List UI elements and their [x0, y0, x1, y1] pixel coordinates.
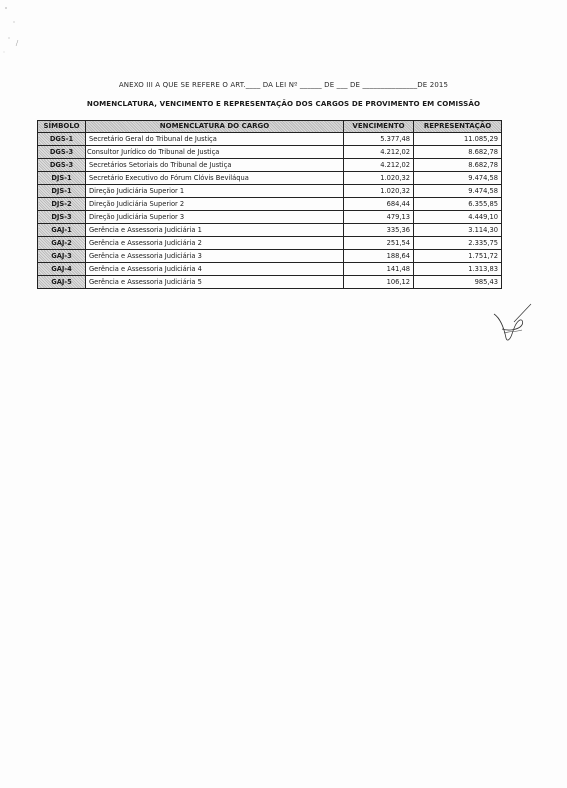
table-row	[38, 133, 502, 146]
cell-representacao: 9.474,58	[414, 172, 502, 185]
cell-simbolo: GAJ-3	[38, 250, 86, 263]
cell-simbolo: GAJ-5	[38, 276, 86, 289]
column-header-nomenclatura: NOMENCLATURA DO CARGO	[86, 121, 344, 133]
column-header-simbolo: SÍMBOLO	[38, 121, 86, 133]
cell-vencimento: 188,64	[344, 250, 414, 263]
cell-nomenclatura: Secretário Executivo do Fórum Clóvis Beviláqua	[86, 172, 344, 185]
table-row	[38, 198, 502, 211]
handwritten-signature-icon	[490, 300, 535, 345]
cell-representacao: 4.449,10	[414, 211, 502, 224]
cell-vencimento: 1.020,32	[344, 172, 414, 185]
cell-vencimento: 479,13	[344, 211, 414, 224]
cell-representacao: 985,43	[414, 276, 502, 289]
cell-vencimento: 251,54	[344, 237, 414, 250]
table-row	[38, 185, 502, 198]
cell-vencimento: 106,12	[344, 276, 414, 289]
cell-simbolo: GAJ-2	[38, 237, 86, 250]
positions-table	[37, 120, 502, 289]
table-row	[38, 237, 502, 250]
cell-vencimento: 5.377,48	[344, 133, 414, 146]
cell-nomenclatura: Direção Judiciária Superior 2	[86, 198, 344, 211]
table-row	[38, 224, 502, 237]
table-row	[38, 146, 502, 159]
cell-representacao: 8.682,78	[414, 146, 502, 159]
table-row	[38, 276, 502, 289]
cell-nomenclatura: Direção Judiciária Superior 1	[86, 185, 344, 198]
cell-simbolo: DJS-3	[38, 211, 86, 224]
cell-representacao: 8.682,78	[414, 159, 502, 172]
cell-vencimento: 141,48	[344, 263, 414, 276]
cell-simbolo: DJS-1	[38, 172, 86, 185]
column-header-representacao: REPRESENTAÇÃO	[414, 121, 502, 133]
table-row	[38, 211, 502, 224]
cell-nomenclatura: Consultor Jurídico do Tribunal de Justiça	[86, 146, 344, 159]
cell-vencimento: 684,44	[344, 198, 414, 211]
cell-representacao: 11.085,29	[414, 133, 502, 146]
cell-representacao: 9.474,58	[414, 185, 502, 198]
cell-representacao: 6.355,85	[414, 198, 502, 211]
cell-vencimento: 4.212,02	[344, 159, 414, 172]
cell-representacao: 2.335,75	[414, 237, 502, 250]
cell-nomenclatura: Gerência e Assessoria Judiciária 1	[86, 224, 344, 237]
table-header-row	[38, 121, 502, 133]
cell-nomenclatura: Gerência e Assessoria Judiciária 2	[86, 237, 344, 250]
cell-simbolo: GAJ-4	[38, 263, 86, 276]
cell-vencimento: 1.020,32	[344, 185, 414, 198]
table-row	[38, 172, 502, 185]
cell-simbolo: GAJ-1	[38, 224, 86, 237]
cell-simbolo: DJS-2	[38, 198, 86, 211]
cell-nomenclatura: Secretários Setoriais do Tribunal de Justiça	[86, 159, 344, 172]
cell-simbolo: DGS-3	[38, 146, 86, 159]
cell-nomenclatura: Secretário Geral do Tribunal de Justiça	[86, 133, 344, 146]
cell-vencimento: 335,36	[344, 224, 414, 237]
cell-simbolo: DGS-3	[38, 159, 86, 172]
cell-nomenclatura: Direção Judiciária Superior 3	[86, 211, 344, 224]
cell-nomenclatura: Gerência e Assessoria Judiciária 4	[86, 263, 344, 276]
cell-nomenclatura: Gerência e Assessoria Judiciária 3	[86, 250, 344, 263]
cell-representacao: 3.114,30	[414, 224, 502, 237]
document-title: NOMENCLATURA, VENCIMENTO E REPRESENTAÇÃO DOS CARGOS DE PROVIMENTO EM COMISSÃO	[86, 99, 481, 108]
table-row	[38, 159, 502, 172]
table-row	[38, 250, 502, 263]
scan-specks	[0, 0, 30, 60]
annex-reference-line: ANEXO III A QUE SE REFERE O ART.____ DA LEI Nº ______ DE ___ DE _______________DE 2015	[118, 81, 449, 89]
cell-simbolo: DJS-1	[38, 185, 86, 198]
cell-representacao: 1.751,72	[414, 250, 502, 263]
cell-representacao: 1.313,83	[414, 263, 502, 276]
table-row	[38, 263, 502, 276]
cell-simbolo: DGS-1	[38, 133, 86, 146]
cell-nomenclatura: Gerência e Assessoria Judiciária 5	[86, 276, 344, 289]
cell-vencimento: 4.212,02	[344, 146, 414, 159]
column-header-vencimento: VENCIMENTO	[344, 121, 414, 133]
